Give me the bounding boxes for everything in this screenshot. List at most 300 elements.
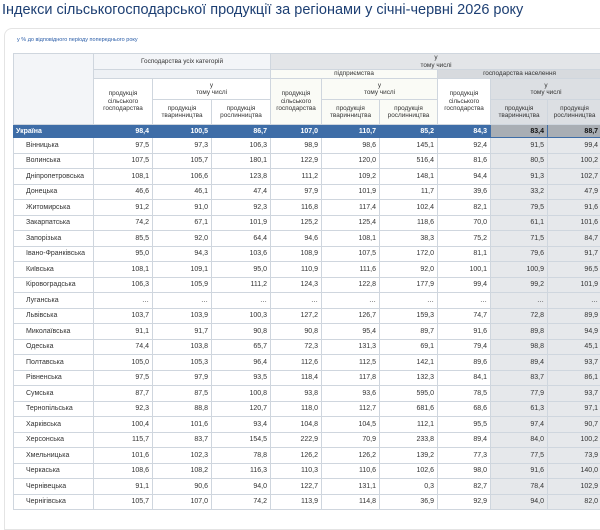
region-cell: Закарпатська — [14, 215, 94, 231]
value-cell: 103,6 — [212, 246, 271, 262]
table-row — [14, 339, 600, 355]
value-cell: 127,2 — [271, 308, 322, 324]
header-ent-agri: продукція сільського господарства — [271, 79, 322, 125]
region-cell: Житомирська — [14, 200, 94, 216]
value-cell: 46,1 — [153, 184, 212, 200]
header-all-agri: продукція сільського господарства — [94, 79, 153, 125]
value-cell: 89,6 — [438, 355, 491, 371]
header-all-livestock: продукція тваринництва — [153, 100, 212, 125]
value-cell: 103,7 — [94, 308, 153, 324]
region-cell: Рівненська — [14, 370, 94, 386]
value-cell: 94,3 — [153, 246, 212, 262]
value-cell: 126,7 — [322, 308, 380, 324]
value-cell: 101,9 — [322, 184, 380, 200]
value-cell: 154,5 — [212, 432, 271, 448]
value-cell: 105,7 — [94, 494, 153, 510]
header-enterprises: підприємства — [271, 70, 438, 79]
value-cell: 108,2 — [153, 463, 212, 479]
region-cell: Донецька — [14, 184, 94, 200]
value-cell: 91,6 — [438, 324, 491, 340]
region-cell: Чернігівська — [14, 494, 94, 510]
value-cell: 74,4 — [94, 339, 153, 355]
header-all-crop: продукція рослинництва — [212, 100, 271, 125]
value-cell: 84,7 — [548, 231, 600, 247]
region-header — [14, 54, 94, 125]
value-cell: 11,7 — [380, 184, 438, 200]
value-cell: 681,6 — [380, 401, 438, 417]
header-hh-livestock: продукція тваринництва — [491, 100, 548, 125]
value-cell: 105,0 — [94, 355, 153, 371]
value-cell: 102,4 — [380, 200, 438, 216]
table-row — [14, 432, 600, 448]
table-row — [14, 169, 600, 185]
value-cell: 109,1 — [153, 262, 212, 278]
header-ent-incl-text: у тому числі — [364, 82, 395, 97]
value-cell: 105,3 — [153, 355, 212, 371]
value-cell: 70,9 — [322, 432, 380, 448]
value-cell: 73,9 — [548, 448, 600, 464]
value-cell: 83,7 — [491, 370, 548, 386]
value-cell: 97,4 — [491, 417, 548, 433]
value-cell: 106,3 — [94, 277, 153, 293]
table-row — [14, 401, 600, 417]
value-cell: 92,4 — [438, 138, 491, 154]
value-cell: 93,5 — [212, 370, 271, 386]
value-cell: 108,1 — [94, 169, 153, 185]
value-cell: 94,0 — [212, 479, 271, 495]
value-cell: 114,8 — [322, 494, 380, 510]
value-cell: 84,3 — [438, 125, 491, 138]
table-row — [14, 463, 600, 479]
value-cell: 98,6 — [322, 138, 380, 154]
value-cell: 108,6 — [94, 463, 153, 479]
value-cell: 126,2 — [322, 448, 380, 464]
value-cell: 91,5 — [491, 138, 548, 154]
value-cell: 97,5 — [94, 138, 153, 154]
value-cell: 111,2 — [271, 169, 322, 185]
region-cell: Київська — [14, 262, 94, 278]
value-cell: 107,0 — [153, 494, 212, 510]
value-cell: 61,3 — [491, 401, 548, 417]
value-cell: 78,8 — [212, 448, 271, 464]
value-cell: 92,9 — [438, 494, 491, 510]
table-note: у % до відповідного періоду попереднього року — [17, 37, 138, 43]
table-row — [14, 262, 600, 278]
value-cell: 118,4 — [271, 370, 322, 386]
value-cell: 75,2 — [438, 231, 491, 247]
header-all-categories-spacer — [94, 70, 271, 79]
value-cell: 46,6 — [94, 184, 153, 200]
table-row — [14, 448, 600, 464]
region-cell: Львівська — [14, 308, 94, 324]
value-cell: 47,4 — [212, 184, 271, 200]
value-cell: 79,6 — [491, 246, 548, 262]
value-cell: 100,9 — [491, 262, 548, 278]
value-cell: 222,9 — [271, 432, 322, 448]
value-cell: … — [548, 293, 600, 309]
value-cell: 47,9 — [548, 184, 600, 200]
table-card — [4, 28, 600, 530]
value-cell: 80,5 — [491, 153, 548, 169]
value-cell: 89,8 — [491, 324, 548, 340]
value-cell: 102,3 — [153, 448, 212, 464]
header-ent-incl — [322, 79, 438, 100]
table-row — [14, 153, 600, 169]
table-row — [14, 246, 600, 262]
value-cell: 79,4 — [438, 339, 491, 355]
value-cell: 595,0 — [380, 386, 438, 402]
value-cell: 148,1 — [380, 169, 438, 185]
region-cell: Полтавська — [14, 355, 94, 371]
table-row — [14, 355, 600, 371]
table-row — [14, 479, 600, 495]
table-row-summary — [14, 125, 600, 138]
table-row — [14, 370, 600, 386]
value-cell: 86,7 — [212, 125, 271, 138]
value-cell: 115,7 — [94, 432, 153, 448]
value-cell: 70,0 — [438, 215, 491, 231]
value-cell: 132,3 — [380, 370, 438, 386]
value-cell: 98,4 — [94, 125, 153, 138]
value-cell: 105,9 — [153, 277, 212, 293]
value-cell: 101,6 — [153, 417, 212, 433]
table-row — [14, 308, 600, 324]
value-cell: 97,3 — [153, 138, 212, 154]
value-cell: 77,9 — [491, 386, 548, 402]
value-cell: 90,7 — [548, 417, 600, 433]
table-row — [14, 324, 600, 340]
region-cell: Дніпропетровська — [14, 169, 94, 185]
value-cell: 94,4 — [438, 169, 491, 185]
header-hh-crop: продукція рослинництва — [548, 100, 600, 125]
value-cell: … — [153, 293, 212, 309]
value-cell: 110,6 — [322, 463, 380, 479]
value-cell: 92,3 — [212, 200, 271, 216]
value-cell: 102,7 — [548, 169, 600, 185]
table-row — [14, 200, 600, 216]
value-cell: 106,6 — [153, 169, 212, 185]
value-cell: 82,7 — [438, 479, 491, 495]
value-cell: 77,5 — [491, 448, 548, 464]
value-cell: 98,9 — [271, 138, 322, 154]
value-cell: 85,2 — [380, 125, 438, 138]
value-cell: 142,1 — [380, 355, 438, 371]
value-cell: 106,3 — [212, 138, 271, 154]
header-all-incl — [153, 79, 271, 100]
value-cell: 110,9 — [271, 262, 322, 278]
value-cell: 118,6 — [380, 215, 438, 231]
value-cell: 233,8 — [380, 432, 438, 448]
value-cell: 89,4 — [491, 355, 548, 371]
value-cell: 99,4 — [438, 277, 491, 293]
header-ent-livestock: продукція тваринництва — [322, 100, 380, 125]
region-cell: Луганська — [14, 293, 94, 309]
value-cell: 38,3 — [380, 231, 438, 247]
value-cell: 100,1 — [438, 262, 491, 278]
value-cell: 87,5 — [153, 386, 212, 402]
region-cell: Сумська — [14, 386, 94, 402]
value-cell: 96,4 — [212, 355, 271, 371]
header-incl-top-text: у тому числі — [420, 54, 451, 69]
value-cell: 82,1 — [438, 200, 491, 216]
value-cell: 111,6 — [322, 262, 380, 278]
value-cell: 91,7 — [548, 246, 600, 262]
value-cell: 93,4 — [212, 417, 271, 433]
value-cell: 94,0 — [491, 494, 548, 510]
value-cell: 101,6 — [548, 215, 600, 231]
value-cell: 100,3 — [212, 308, 271, 324]
value-cell: 90,8 — [271, 324, 322, 340]
value-cell: 172,0 — [380, 246, 438, 262]
region-cell: Хмельницька — [14, 448, 94, 464]
table-row — [14, 184, 600, 200]
value-cell: 93,6 — [322, 386, 380, 402]
value-cell: 177,9 — [380, 277, 438, 293]
value-cell: 88,8 — [153, 401, 212, 417]
value-cell: 103,9 — [153, 308, 212, 324]
header-ent-crop: продукція рослинництва — [380, 100, 438, 125]
value-cell: 92,3 — [94, 401, 153, 417]
value-cell: 102,6 — [380, 463, 438, 479]
value-cell: 74,2 — [94, 215, 153, 231]
value-cell: 117,4 — [322, 200, 380, 216]
value-cell: … — [438, 293, 491, 309]
value-cell: 97,9 — [153, 370, 212, 386]
value-cell: 95,0 — [212, 262, 271, 278]
value-cell: 117,8 — [322, 370, 380, 386]
value-cell: 91,6 — [491, 463, 548, 479]
value-cell: 103,8 — [153, 339, 212, 355]
value-cell: 131,3 — [322, 339, 380, 355]
table-row — [14, 138, 600, 154]
region-cell: Кіровоградська — [14, 277, 94, 293]
value-cell: 33,2 — [491, 184, 548, 200]
value-cell: 159,3 — [380, 308, 438, 324]
table-row — [14, 277, 600, 293]
value-cell: 139,2 — [380, 448, 438, 464]
table-row — [14, 386, 600, 402]
value-cell: 92,0 — [153, 231, 212, 247]
value-cell: 107,0 — [271, 125, 322, 138]
value-cell: 86,1 — [548, 370, 600, 386]
value-cell: 81,6 — [438, 153, 491, 169]
value-cell: 78,4 — [491, 479, 548, 495]
region-cell: Херсонська — [14, 432, 94, 448]
region-cell: Харківська — [14, 417, 94, 433]
value-cell: 112,1 — [380, 417, 438, 433]
value-cell: 126,2 — [271, 448, 322, 464]
value-cell: 109,2 — [322, 169, 380, 185]
value-cell: 104,8 — [271, 417, 322, 433]
value-cell: 92,0 — [380, 262, 438, 278]
value-cell: 100,2 — [548, 432, 600, 448]
value-cell: … — [491, 293, 548, 309]
value-cell: 140,0 — [548, 463, 600, 479]
value-cell: 83,4 — [491, 125, 548, 138]
value-cell: 145,1 — [380, 138, 438, 154]
value-cell: 88,7 — [548, 125, 600, 138]
table-row — [14, 417, 600, 433]
value-cell: 97,9 — [271, 184, 322, 200]
indices-table — [13, 53, 600, 510]
value-cell: 93,7 — [548, 386, 600, 402]
value-cell: 111,2 — [212, 277, 271, 293]
value-cell: 110,7 — [322, 125, 380, 138]
value-cell: 131,1 — [322, 479, 380, 495]
value-cell: 96,5 — [548, 262, 600, 278]
value-cell: 107,5 — [322, 246, 380, 262]
value-cell: 101,6 — [94, 448, 153, 464]
value-cell: 89,7 — [380, 324, 438, 340]
value-cell: 84,0 — [491, 432, 548, 448]
value-cell: 39,6 — [438, 184, 491, 200]
value-cell: 81,1 — [438, 246, 491, 262]
value-cell: 90,8 — [212, 324, 271, 340]
value-cell: 97,5 — [94, 370, 153, 386]
value-cell: 108,1 — [94, 262, 153, 278]
value-cell: 91,7 — [153, 324, 212, 340]
value-cell: 72,8 — [491, 308, 548, 324]
value-cell: 100,2 — [548, 153, 600, 169]
region-cell: Волинська — [14, 153, 94, 169]
value-cell: … — [94, 293, 153, 309]
value-cell: 120,0 — [322, 153, 380, 169]
value-cell: 110,3 — [271, 463, 322, 479]
value-cell: 118,0 — [271, 401, 322, 417]
value-cell: 124,3 — [271, 277, 322, 293]
value-cell: 85,5 — [94, 231, 153, 247]
value-cell: … — [271, 293, 322, 309]
value-cell: 65,7 — [212, 339, 271, 355]
value-cell: … — [212, 293, 271, 309]
value-cell: 107,5 — [94, 153, 153, 169]
value-cell: 108,9 — [271, 246, 322, 262]
region-cell: Тернопільська — [14, 401, 94, 417]
value-cell: 104,5 — [322, 417, 380, 433]
value-cell: 112,5 — [322, 355, 380, 371]
value-cell: 69,1 — [380, 339, 438, 355]
region-cell: Івано-Франківська — [14, 246, 94, 262]
value-cell: … — [322, 293, 380, 309]
value-cell: 98,0 — [438, 463, 491, 479]
value-cell: 116,3 — [212, 463, 271, 479]
value-cell: 93,8 — [271, 386, 322, 402]
table-row — [14, 215, 600, 231]
value-cell: 95,0 — [94, 246, 153, 262]
region-cell: Миколаївська — [14, 324, 94, 340]
header-hh-incl — [491, 79, 600, 100]
header-all-categories: Господарства усіх категорій — [94, 54, 271, 70]
header-hh-agri: продукція сільського господарства — [438, 79, 491, 125]
value-cell: 91,2 — [94, 200, 153, 216]
value-cell: 77,3 — [438, 448, 491, 464]
page-title: Індекси сільськогосподарської продукції за регіонами у січні-червні 2026 року — [0, 0, 600, 24]
value-cell: 122,8 — [322, 277, 380, 293]
value-cell: 72,3 — [271, 339, 322, 355]
value-cell: 122,9 — [271, 153, 322, 169]
value-cell: 99,2 — [491, 277, 548, 293]
value-cell: 79,5 — [491, 200, 548, 216]
table-row — [14, 494, 600, 510]
value-cell: 91,1 — [94, 324, 153, 340]
value-cell: 99,4 — [548, 138, 600, 154]
value-cell: 83,7 — [153, 432, 212, 448]
value-cell: 125,2 — [271, 215, 322, 231]
region-cell: Вінницька — [14, 138, 94, 154]
value-cell: 87,7 — [94, 386, 153, 402]
value-cell: 61,1 — [491, 215, 548, 231]
value-cell: 78,5 — [438, 386, 491, 402]
value-cell: 68,6 — [438, 401, 491, 417]
value-cell: 97,1 — [548, 401, 600, 417]
value-cell: … — [380, 293, 438, 309]
value-cell: 122,7 — [271, 479, 322, 495]
value-cell: 91,1 — [94, 479, 153, 495]
value-cell: 123,8 — [212, 169, 271, 185]
value-cell: 102,9 — [548, 479, 600, 495]
value-cell: 84,1 — [438, 370, 491, 386]
value-cell: 112,6 — [271, 355, 322, 371]
table-row — [14, 293, 600, 309]
value-cell: 91,6 — [548, 200, 600, 216]
value-cell: 91,0 — [153, 200, 212, 216]
value-cell: 101,9 — [212, 215, 271, 231]
value-cell: 125,4 — [322, 215, 380, 231]
value-cell: 100,8 — [212, 386, 271, 402]
value-cell: 64,4 — [212, 231, 271, 247]
value-cell: 95,4 — [322, 324, 380, 340]
value-cell: 105,7 — [153, 153, 212, 169]
value-cell: 94,6 — [271, 231, 322, 247]
value-cell: 112,7 — [322, 401, 380, 417]
value-cell: 89,9 — [548, 308, 600, 324]
value-cell: 120,7 — [212, 401, 271, 417]
value-cell: 67,1 — [153, 215, 212, 231]
value-cell: 74,7 — [438, 308, 491, 324]
value-cell: 180,1 — [212, 153, 271, 169]
value-cell: 93,7 — [548, 355, 600, 371]
header-hh-incl-text: у тому числі — [530, 82, 561, 97]
value-cell: 91,3 — [491, 169, 548, 185]
value-cell: 95,5 — [438, 417, 491, 433]
value-cell: 89,4 — [438, 432, 491, 448]
header-incl-top — [271, 54, 600, 70]
region-cell: Україна — [14, 125, 94, 138]
value-cell: 101,9 — [548, 277, 600, 293]
value-cell: 0,3 — [380, 479, 438, 495]
value-cell: 100,4 — [94, 417, 153, 433]
value-cell: 36,9 — [380, 494, 438, 510]
value-cell: 82,0 — [548, 494, 600, 510]
value-cell: 116,8 — [271, 200, 322, 216]
value-cell: 74,2 — [212, 494, 271, 510]
region-cell: Черкаська — [14, 463, 94, 479]
region-cell: Чернівецька — [14, 479, 94, 495]
value-cell: 71,5 — [491, 231, 548, 247]
region-cell: Одеська — [14, 339, 94, 355]
value-cell: 98,8 — [491, 339, 548, 355]
value-cell: 45,1 — [548, 339, 600, 355]
table-row — [14, 231, 600, 247]
region-cell: Запорізька — [14, 231, 94, 247]
value-cell: 108,1 — [322, 231, 380, 247]
value-cell: 90,6 — [153, 479, 212, 495]
value-cell: 113,9 — [271, 494, 322, 510]
header-households: господарства населення — [438, 70, 600, 79]
value-cell: 94,9 — [548, 324, 600, 340]
header-all-incl-text: у тому числі — [196, 82, 227, 97]
value-cell: 516,4 — [380, 153, 438, 169]
